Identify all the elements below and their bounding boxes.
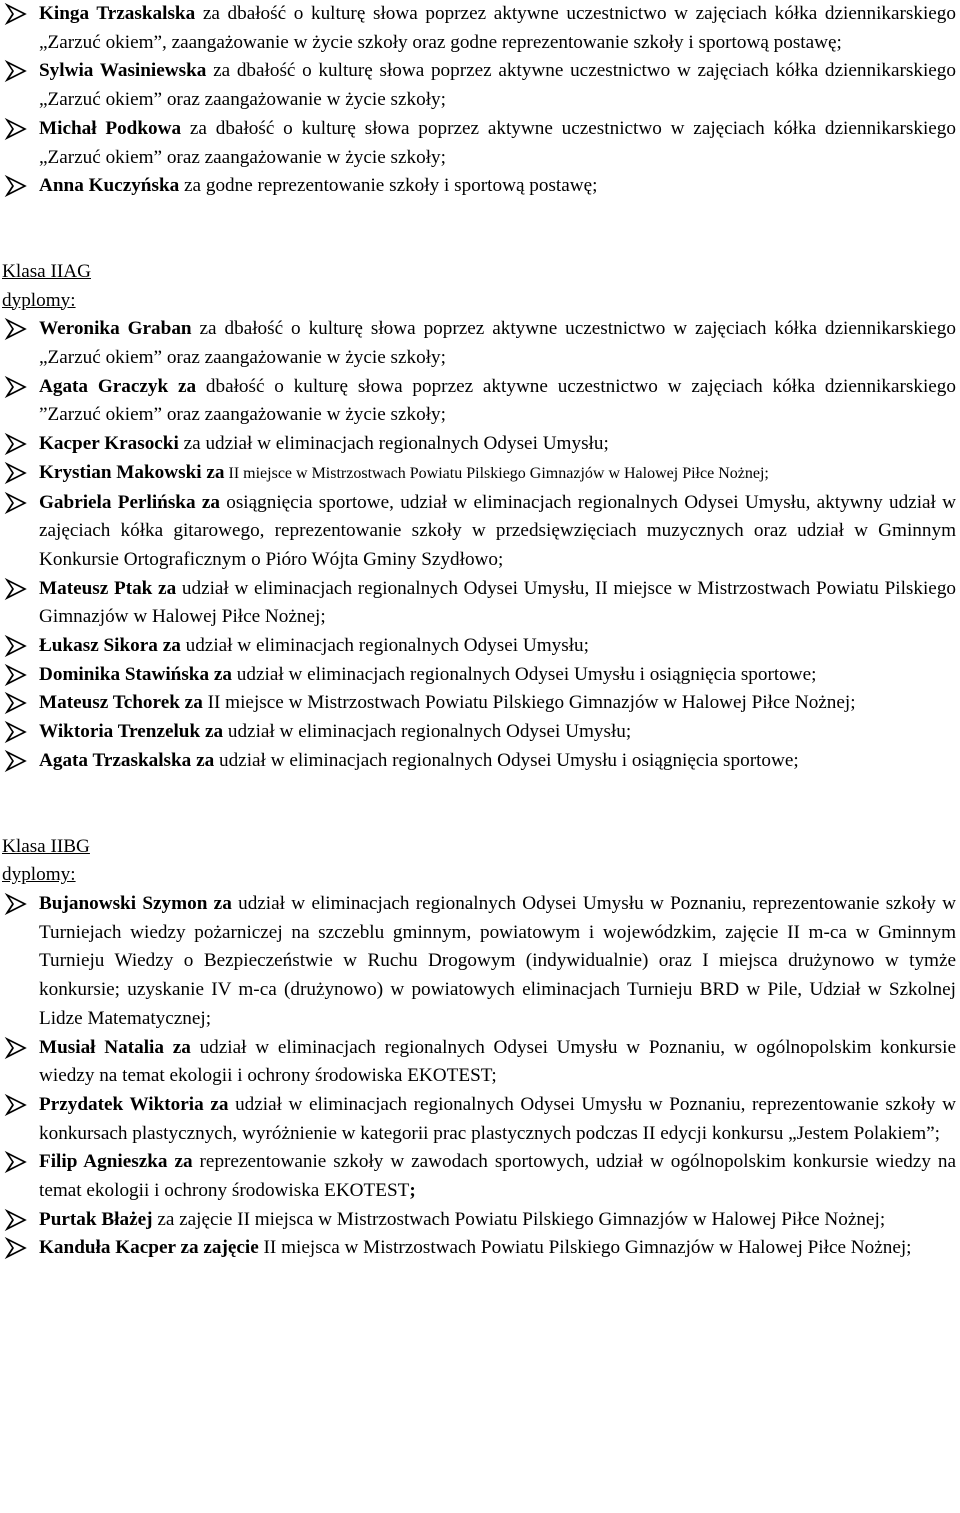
diplomas-subheading: dyplomy: — [2, 289, 76, 311]
award-list-item — [2, 689, 956, 718]
class-heading: Klasa IIBG — [2, 835, 90, 857]
student-name: Łukasz Sikora za — [39, 635, 181, 657]
award-description: II miejsca w Mistrzostwach Powiatu Pilskiego Gimnazjów w Halowej Piłce Nożnej; — [258, 1237, 912, 1259]
student-name: Kanduła Kacper za zajęcie — [39, 1237, 259, 1259]
award-description: udział w eliminacjach regionalnych Odysei Umysłu w Poznaniu, w ogólnopolskim konkursie wiedzy na temat ekologii i ochrony środowiska EKOTEST; — [39, 1036, 956, 1087]
arrow-bullet-icon — [4, 115, 28, 143]
arrow-bullet-icon — [4, 747, 28, 775]
class-heading: Klasa IIAG — [2, 260, 91, 282]
student-name: Gabriela Perlińska za — [39, 491, 220, 513]
award-description: reprezentowanie szkoły w zawodach sportowych, udział w ogólnopolskim konkursie wiedzy na temat ekologii i ochrony środowiska EKOTEST — [39, 1151, 956, 1202]
award-description: udział w eliminacjach regionalnych Odysei Umysłu i osiągnięcia sportowe; — [214, 749, 799, 771]
award-list-item — [2, 661, 956, 690]
award-list-item — [2, 747, 956, 776]
award-list-item — [2, 57, 956, 114]
arrow-bullet-icon — [4, 1234, 28, 1262]
award-description: za dbałość o kulturę słowa poprzez aktywne uczestnictwo w zajęciach kółka dziennikarskiego „Zarzuć okiem”, zaangażowanie w życie szkoły oraz godne reprezentowanie szkoły i sportową postawę; — [39, 3, 956, 53]
student-name: Agata Trzaskalska za — [39, 749, 215, 771]
award-description: udział w eliminacjach regionalnych Odysei Umysłu w Poznaniu, reprezentowanie szkoły w Turniejach wiedzy pożarniczej na szczeblu gminnym, powiatowym i wojewódzkim, zajęcie II m-ca w Gminnym Turnieju Wiedzy o Bezpieczeństwie w Ruchu Drogowym (indywidualnie) oraz I miejsca drużynowo w tymże konkursie; uzyskanie IV m-ca (drużynowo) w powiatowych eliminacjach Turnieju BRD w Pile, Udział w Szkolnej Lidze Matematycznej; — [39, 892, 956, 1029]
arrow-bullet-icon — [4, 489, 28, 517]
award-list-item — [2, 718, 956, 747]
arrow-bullet-icon — [4, 575, 28, 603]
arrow-bullet-icon — [4, 689, 28, 717]
award-list-item — [2, 373, 956, 430]
award-description: za dbałość o kulturę słowa poprzez aktywne uczestnictwo w zajęciach kółka dziennikarskiego „Zarzuć okiem” oraz zaangażowanie w życie szkoły; — [39, 60, 956, 111]
award-description: za dbałość o kulturę słowa poprzez aktywne uczestnictwo w zajęciach kółka dziennikarskiego „Zarzuć okiem” oraz zaangażowanie w życie szkoły; — [39, 318, 956, 369]
award-section — [2, 201, 956, 776]
award-section — [2, 776, 956, 1264]
section-gap — [2, 201, 956, 258]
arrow-bullet-icon — [4, 1148, 28, 1176]
award-list — [2, 315, 956, 775]
student-name: Bujanowski Szymon za — [39, 892, 232, 914]
award-description: dbałość o kulturę słowa poprzez aktywne uczestnictwo w zajęciach kółka dziennikarskiego ”Zarzuć okiem” oraz zaangażowanie w życie szkoły; — [39, 375, 956, 426]
arrow-bullet-icon — [4, 172, 28, 200]
award-list — [2, 890, 956, 1263]
student-name: Mateusz Ptak za — [39, 577, 177, 599]
arrow-bullet-icon — [4, 57, 28, 85]
award-list-item — [2, 632, 956, 661]
award-description: za dbałość o kulturę słowa poprzez aktywne uczestnictwo w zajęciach kółka dziennikarskiego „Zarzuć okiem” oraz zaangażowanie w życie szkoły; — [39, 117, 956, 168]
award-list-item — [2, 0, 956, 57]
arrow-bullet-icon — [4, 661, 28, 689]
award-description: za zajęcie II miejsca w Mistrzostwach Powiatu Pilskiego Gimnazjów w Halowej Piłce Nożnej; — [152, 1208, 886, 1230]
arrow-bullet-icon — [4, 890, 28, 918]
award-list-item — [2, 315, 956, 372]
award-description: osiągnięcia sportowe, udział w eliminacjach regionalnych Odysei Umysłu, aktywny udział w zajęciach kółka gitarowego, reprezentowanie szkoły w przedsięwzięciach muzycznych oraz udział w Gminnym Konkursie Ortograficznym o Pióro Wójta Gminy Szydłowo; — [39, 491, 957, 570]
award-list — [2, 0, 956, 201]
award-description: udział w eliminacjach regionalnych Odysei Umysłu, II miejsce w Mistrzostwach Powiatu Pilskiego Gimnazjów w Halowej Piłce Nożnej; — [39, 577, 957, 628]
student-name: Weronika Graban — [39, 318, 192, 340]
student-name: Mateusz Tchorek za — [39, 692, 203, 714]
award-description: udział w eliminacjach regionalnych Odysei Umysłu w Poznaniu, reprezentowanie szkoły w konkursach plastycznych, wyróżnienie w kategorii prac plastycznych podczas II edycji konkursu „Jestem Polakiem”; — [39, 1093, 956, 1144]
student-name: Dominika Stawińska za — [39, 663, 232, 685]
arrow-bullet-icon — [4, 0, 28, 28]
arrow-bullet-icon — [4, 1206, 28, 1234]
section-gap — [2, 776, 956, 833]
arrow-bullet-icon — [4, 632, 28, 660]
arrow-bullet-icon — [4, 430, 28, 458]
student-name: Agata Graczyk za — [39, 375, 197, 397]
diplomas-subheading: dyplomy: — [2, 864, 76, 886]
award-list-item — [2, 1091, 956, 1148]
award-description: za godne reprezentowanie szkoły i sportową postawę; — [179, 175, 598, 197]
student-name: Kinga Trzaskalska — [39, 3, 196, 24]
award-list-item — [2, 575, 956, 632]
award-list-item — [2, 489, 956, 575]
arrow-bullet-icon — [4, 718, 28, 746]
student-name: ; — [409, 1180, 416, 1202]
award-description: II miejsce w Mistrzostwach Powiatu Pilskiego Gimnazjów w Halowej Piłce Nożnej; — [224, 464, 769, 482]
award-list-item — [2, 1234, 956, 1263]
award-section — [2, 0, 956, 201]
award-list-item — [2, 1206, 956, 1235]
student-name: Sylwia Wasiniewska — [39, 60, 207, 82]
student-name: Filip Agnieszka za — [39, 1151, 193, 1173]
award-description: udział w eliminacjach regionalnych Odysei Umysłu i osiągnięcia sportowe; — [231, 663, 817, 685]
student-name: Krystian Makowski za — [39, 461, 225, 483]
award-description: udział w eliminacjach regionalnych Odysei Umysłu; — [180, 635, 589, 657]
award-list-item — [2, 890, 956, 1034]
student-name: Musiał Natalia za — [39, 1036, 191, 1058]
student-name: Purtak Błażej — [39, 1208, 153, 1230]
student-name: Michał Podkowa — [39, 117, 182, 139]
award-description: II miejsce w Mistrzostwach Powiatu Pilskiego Gimnazjów w Halowej Piłce Nożnej; — [202, 692, 856, 714]
student-name: Wiktoria Trenzeluk za — [39, 721, 224, 743]
arrow-bullet-icon — [4, 459, 28, 487]
arrow-bullet-icon — [4, 315, 28, 343]
award-list-item — [2, 459, 956, 489]
award-description: udział w eliminacjach regionalnych Odysei Umysłu; — [223, 721, 632, 743]
award-list-item — [2, 1148, 956, 1205]
award-list-item — [2, 1034, 956, 1091]
award-list-item — [2, 430, 956, 459]
arrow-bullet-icon — [4, 1034, 28, 1062]
award-list-item — [2, 115, 956, 172]
student-name: Kacper Krasocki — [39, 433, 179, 455]
student-name: Przydatek Wiktoria za — [39, 1093, 229, 1115]
award-description: za udział w eliminacjach regionalnych Odysei Umysłu; — [178, 433, 609, 455]
arrow-bullet-icon — [4, 1091, 28, 1119]
arrow-bullet-icon — [4, 373, 28, 401]
award-list-item — [2, 172, 956, 201]
student-name: Anna Kuczyńska — [39, 175, 180, 197]
